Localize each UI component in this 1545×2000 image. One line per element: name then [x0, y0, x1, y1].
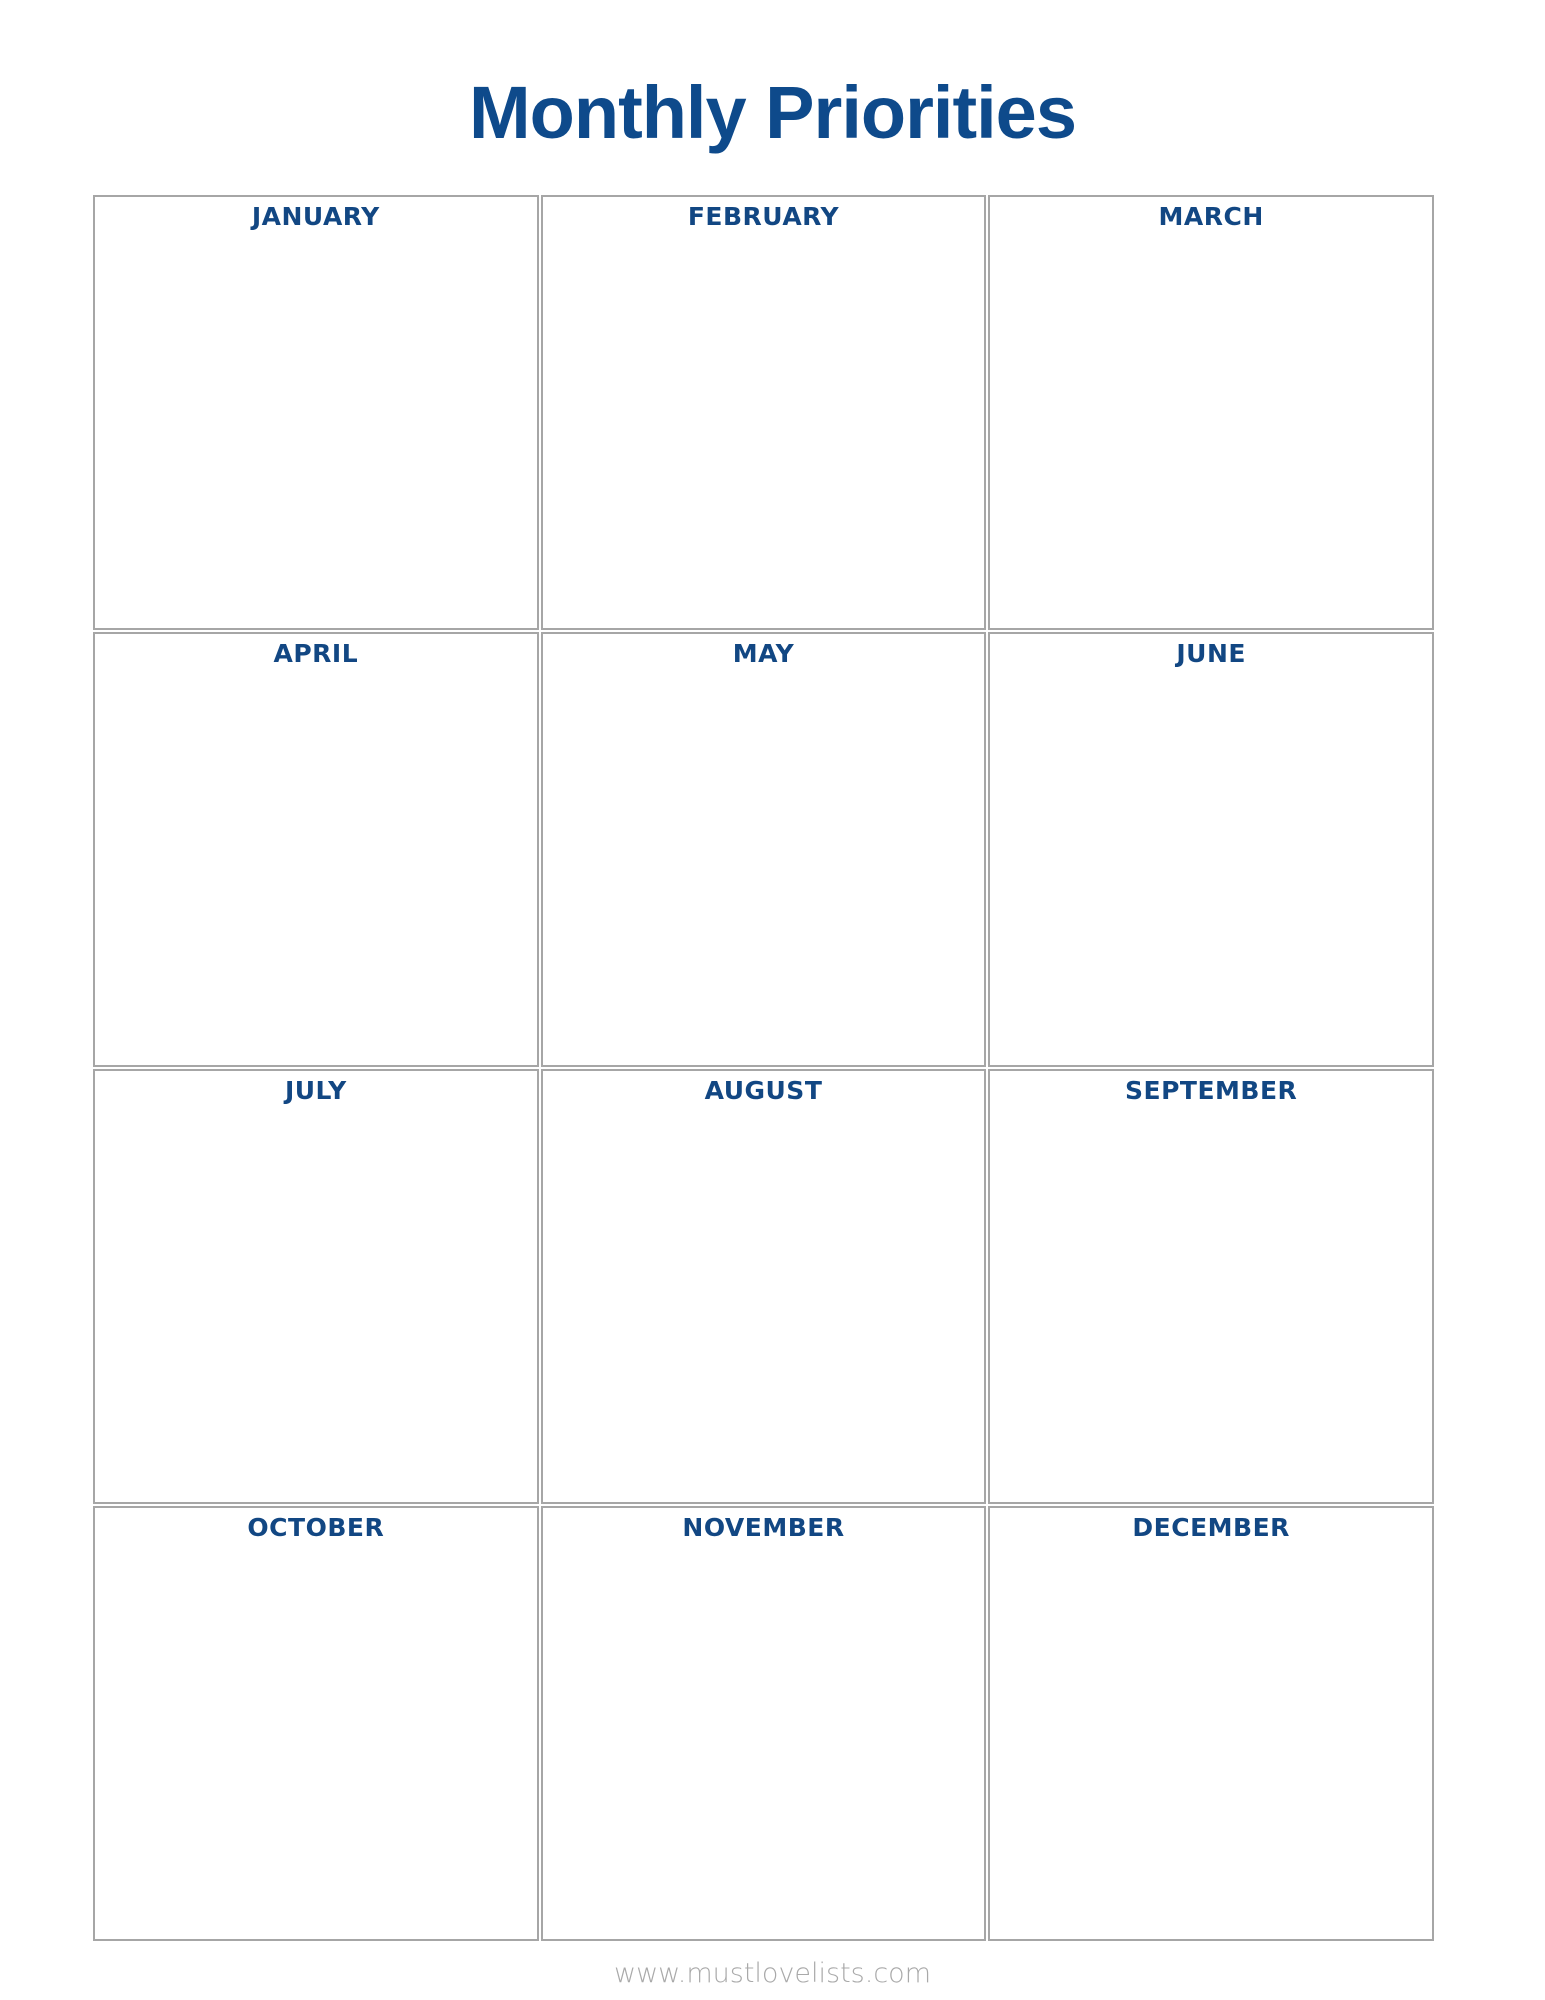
- month-label: JULY: [284, 1076, 347, 1105]
- month-box-december[interactable]: [988, 1506, 1434, 1941]
- month-box-november[interactable]: [541, 1506, 987, 1941]
- month-box-may[interactable]: [541, 632, 987, 1067]
- month-label: AUGUST: [704, 1076, 823, 1105]
- month-label: APRIL: [273, 639, 359, 668]
- month-label: DECEMBER: [1132, 1513, 1290, 1542]
- month-label: NOVEMBER: [682, 1513, 845, 1542]
- month-box-june[interactable]: [988, 632, 1434, 1067]
- months-grid: [92, 194, 1435, 1942]
- month-box-august[interactable]: [541, 1069, 987, 1504]
- month-label: MARCH: [1158, 202, 1264, 231]
- page-title: Monthly Priorities: [469, 71, 1076, 154]
- month-box-april[interactable]: [93, 632, 539, 1067]
- month-box-january[interactable]: [93, 195, 539, 630]
- month-label: JANUARY: [251, 202, 380, 231]
- footer-website: www.mustlovelists.com: [614, 1958, 931, 1989]
- month-box-july[interactable]: [93, 1069, 539, 1504]
- month-box-september[interactable]: [988, 1069, 1434, 1504]
- month-box-march[interactable]: [988, 195, 1434, 630]
- month-box-february[interactable]: [541, 195, 987, 630]
- month-label: OCTOBER: [247, 1513, 385, 1542]
- month-label: MAY: [732, 639, 795, 668]
- month-label: FEBRUARY: [687, 202, 840, 231]
- month-box-october[interactable]: [93, 1506, 539, 1941]
- month-label: SEPTEMBER: [1125, 1076, 1298, 1105]
- month-label: JUNE: [1176, 639, 1246, 668]
